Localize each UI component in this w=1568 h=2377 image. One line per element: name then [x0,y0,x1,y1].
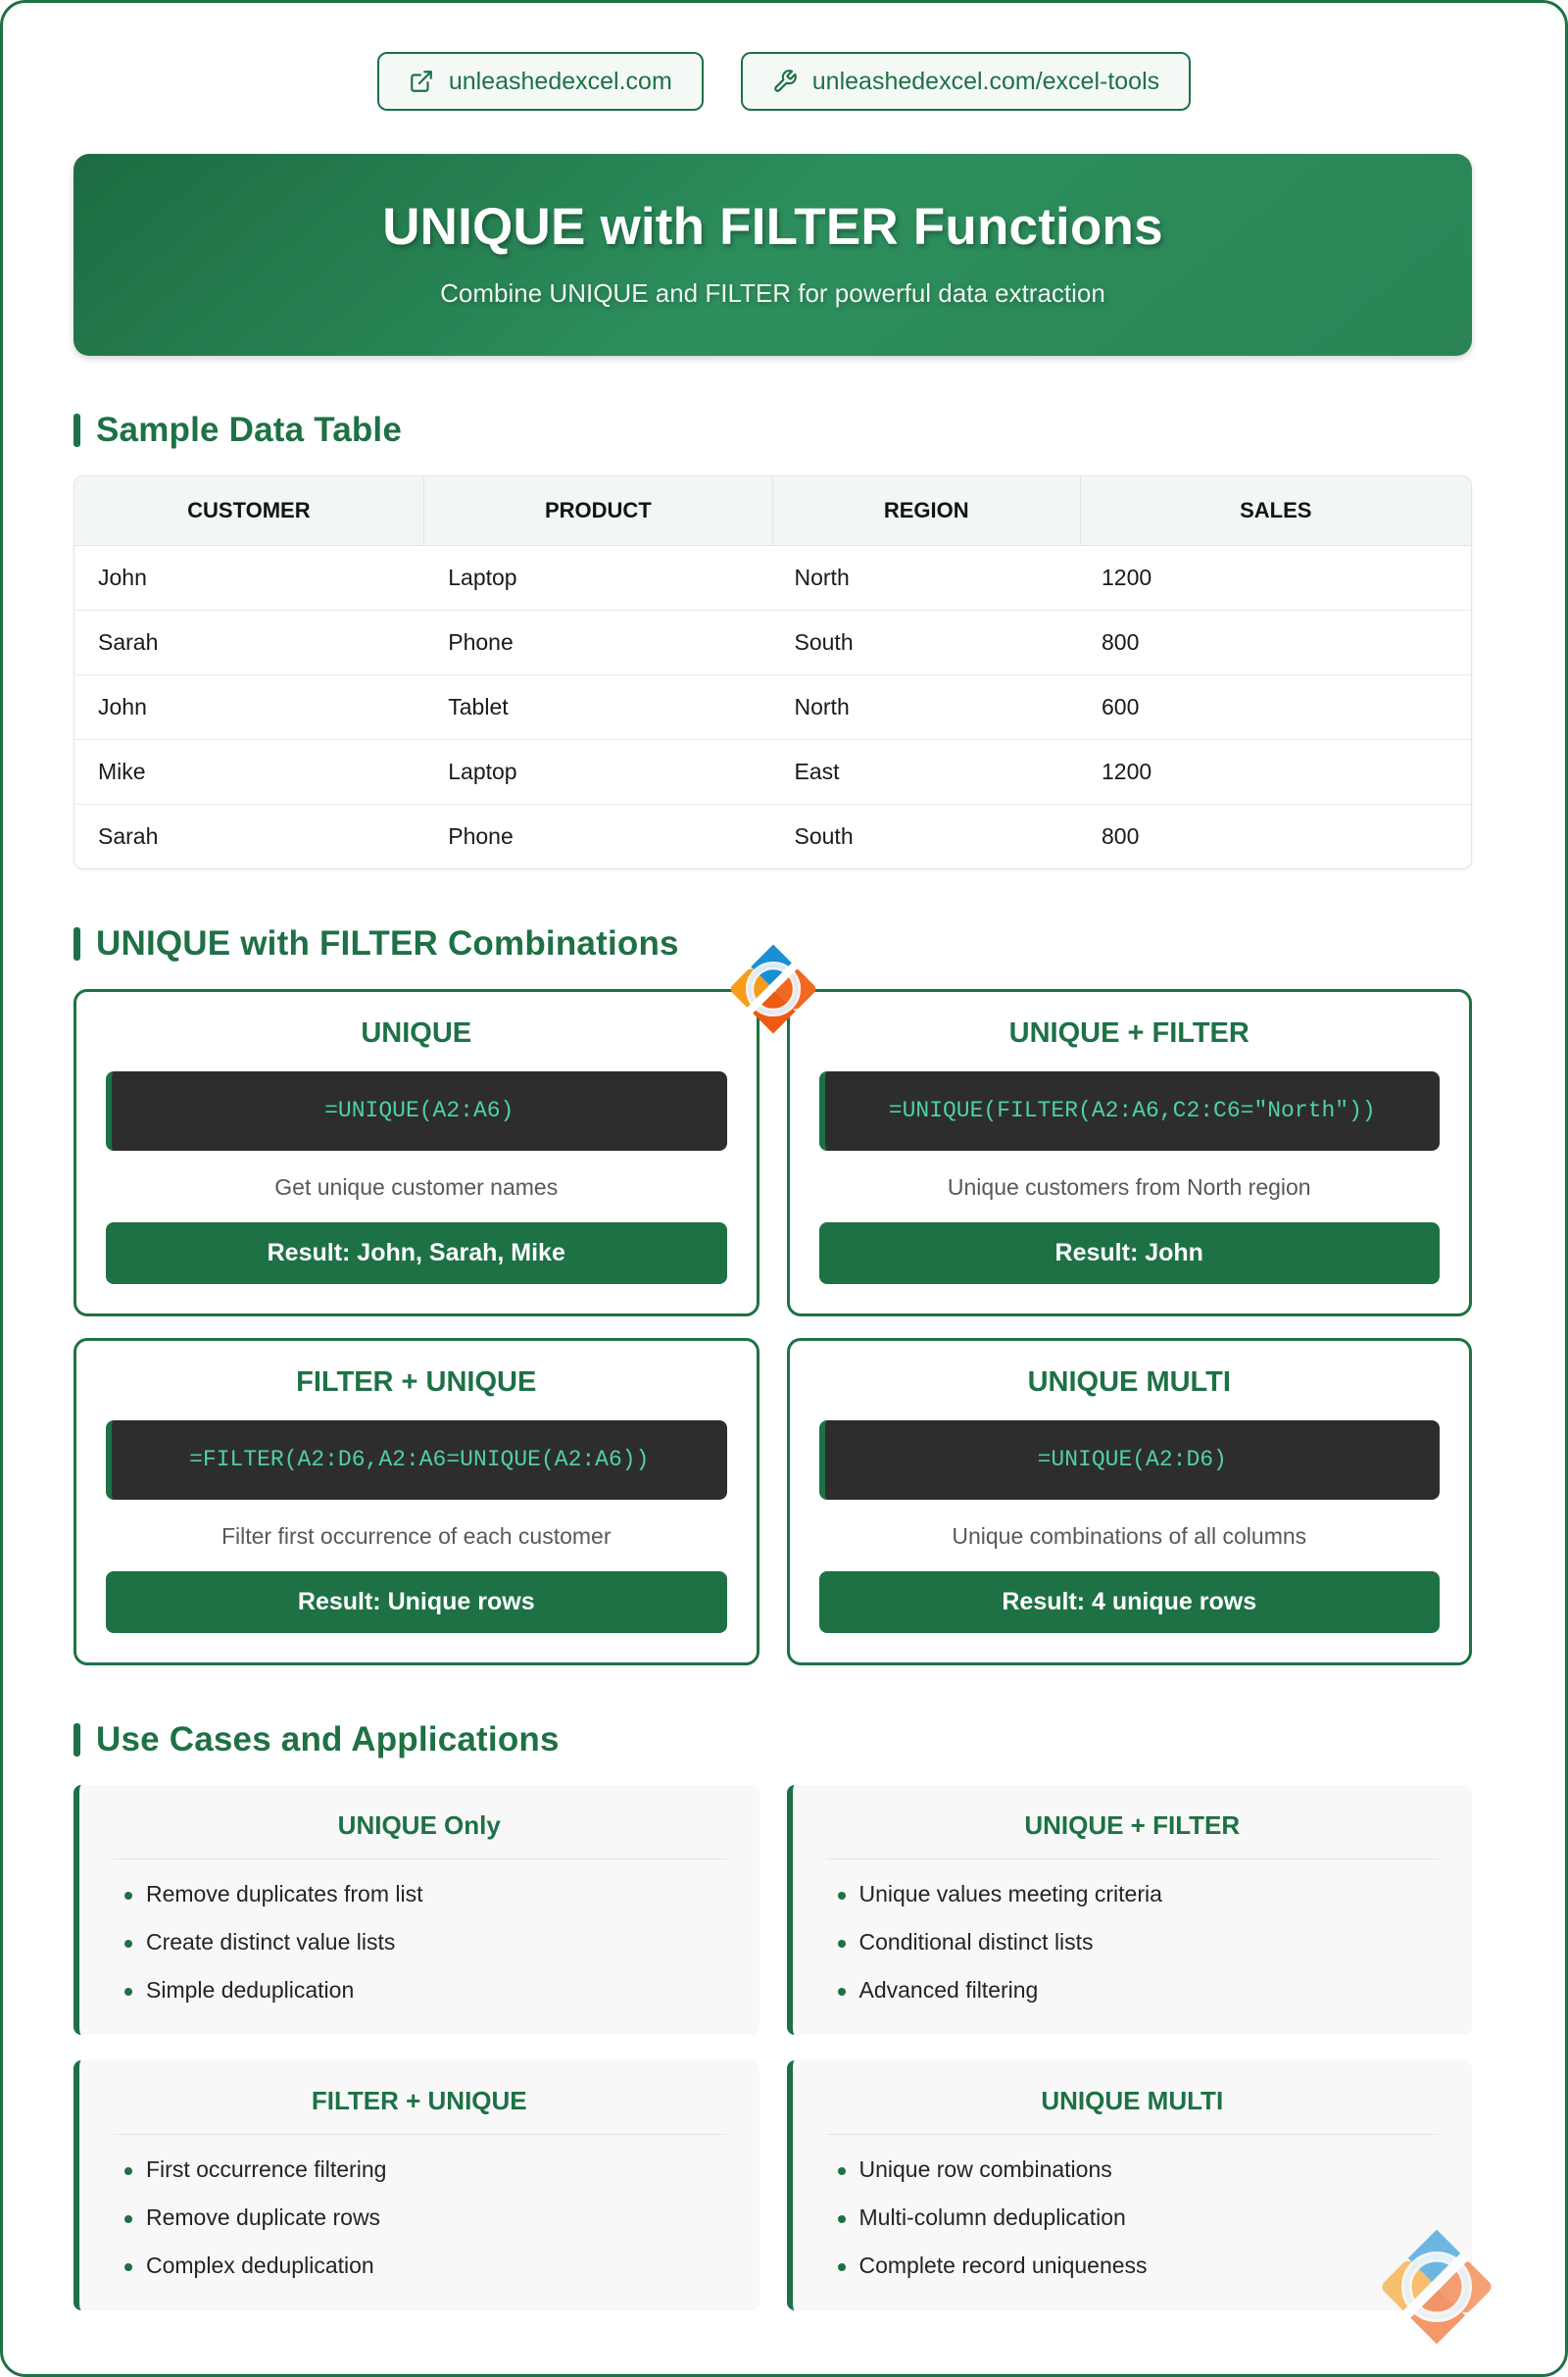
list-item: Remove duplicate rows [113,2204,726,2231]
combination-description: Filter first occurrence of each customer [220,1523,612,1550]
formula-code-block[interactable]: =UNIQUE(A2:A6) [106,1071,727,1151]
column-header-sales: SALES [1080,476,1471,546]
section-accent-bar [74,927,80,961]
unleashed-excel-logo-icon [728,944,818,1034]
combination-card [74,1338,760,1665]
use-case-card [787,2060,1473,2310]
table-cell-sales: 600 [1080,675,1471,740]
wrench-icon [772,69,798,94]
column-header-product: PRODUCT [423,476,772,546]
list-item: Advanced filtering [826,1977,1440,2004]
section-accent-bar [74,414,80,447]
table-cell-product: Phone [423,611,772,675]
combination-card-grid [74,989,1472,1665]
use-case-card [74,1785,760,2035]
result-badge: Result: John [819,1222,1441,1284]
use-case-card [74,2060,760,2310]
combination-description: Unique combinations of all columns [952,1523,1307,1550]
table-row [74,805,1471,869]
tools-link-button[interactable] [741,52,1191,111]
combination-title: UNIQUE [361,1017,472,1049]
list-item: Simple deduplication [113,1977,726,2004]
external-link-icon [409,69,434,94]
sample-data-table [74,475,1472,869]
combination-title: UNIQUE MULTI [1027,1366,1231,1399]
table-row [74,546,1471,611]
formula-code-block[interactable]: =FILTER(A2:D6,A2:A6=UNIQUE(A2:A6)) [106,1420,727,1500]
combination-title: FILTER + UNIQUE [296,1366,537,1399]
list-item: First occurrence filtering [113,2156,726,2183]
combination-card [787,989,1473,1316]
section-heading: Sample Data Table [96,411,403,449]
use-case-list [826,2156,1440,2279]
use-case-list [113,2156,726,2279]
list-item: Complete record uniqueness [826,2253,1440,2279]
section-header-use-cases [74,1720,1565,1759]
table-cell-product: Laptop [423,546,772,611]
table-cell-customer: Mike [74,740,423,805]
table-cell-sales: 1200 [1080,546,1471,611]
use-case-list [113,1881,726,2004]
table-cell-product: Tablet [423,675,772,740]
tools-link-label: unleashedexcel.com/excel-tools [811,67,1160,95]
table-cell-region: East [773,740,1081,805]
combination-title: UNIQUE + FILTER [1008,1017,1250,1049]
table-cell-sales: 800 [1080,611,1471,675]
table-cell-region: South [794,823,854,849]
table-cell-customer: Sarah [74,611,423,675]
list-item: Multi-column deduplication [826,2204,1440,2231]
site-link-button[interactable] [377,52,704,111]
result-badge: Result: Unique rows [106,1571,727,1633]
table-row [74,611,1471,675]
table-cell-customer: Sarah [98,823,159,849]
table-header-row [74,476,1471,546]
list-item: Complex deduplication [113,2253,726,2279]
use-case-card [787,1785,1473,2035]
table-cell-product: Phone [448,823,514,849]
use-case-title: UNIQUE + FILTER [826,1810,1440,1859]
table-cell-region: North [773,546,1081,611]
site-link-label: unleashedexcel.com [448,67,672,95]
list-item: Unique values meeting criteria [826,1881,1440,1907]
table-cell-product: Laptop [423,740,772,805]
page-title: UNIQUE with FILTER Functions [382,198,1163,256]
column-header-region: REGION [773,476,1081,546]
column-header-customer: CUSTOMER [74,476,423,546]
combination-card [787,1338,1473,1665]
list-item: Unique row combinations [826,2156,1440,2183]
page-subtitle: Combine UNIQUE and FILTER for powerful data extraction [440,278,1105,308]
result-badge: Result: 4 unique rows [819,1571,1441,1633]
table-row [74,740,1471,805]
section-heading: Use Cases and Applications [96,1720,560,1759]
table-cell-sales: 800 [1102,823,1140,849]
table-cell-customer: John [74,546,423,611]
combination-description: Get unique customer names [274,1174,559,1201]
table-cell-sales: 1200 [1080,740,1471,805]
use-case-title: UNIQUE MULTI [826,2086,1440,2135]
section-header-sample-data [74,411,1565,450]
table-row [74,675,1471,740]
use-case-title: UNIQUE Only [113,1810,726,1859]
combination-card [74,989,760,1316]
hero-banner [74,154,1472,356]
section-heading: UNIQUE with FILTER Combinations [96,924,679,963]
result-badge: Result: John, Sarah, Mike [106,1222,727,1284]
list-item: Remove duplicates from list [113,1881,726,1907]
table-cell-region: South [773,611,1081,675]
unleashed-excel-watermark-icon [1379,2229,1494,2345]
list-item: Conditional distinct lists [826,1929,1440,1956]
use-case-list [826,1881,1440,2004]
combination-description: Unique customers from North region [947,1174,1311,1201]
list-item: Create distinct value lists [113,1929,726,1956]
use-case-card-grid [74,1785,1472,2310]
table-cell-region: North [773,675,1081,740]
formula-code-block[interactable]: =UNIQUE(FILTER(A2:A6,C2:C6="North")) [819,1071,1441,1151]
table-cell-customer: John [74,675,423,740]
section-header-combinations [74,924,1565,964]
use-case-title: FILTER + UNIQUE [113,2086,726,2135]
link-bar [3,3,1565,111]
section-accent-bar [74,1723,80,1757]
formula-code-block[interactable]: =UNIQUE(A2:D6) [819,1420,1441,1500]
